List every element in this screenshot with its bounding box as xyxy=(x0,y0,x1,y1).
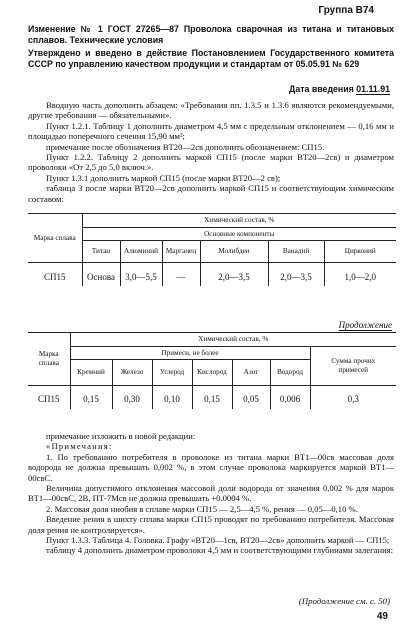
paragraph: Пункт 1.3.1 дополнить маркой СП15 (после марки ВТ20—2 св); xyxy=(46,172,281,183)
paragraph: таблицу 4 дополнить диаметром проволоки 4,5 мм и соответствующими глубинами залегания: xyxy=(46,545,394,556)
amendment-text-2 xyxy=(28,431,394,556)
table-cell: 0,15 xyxy=(70,385,112,409)
paragraph: Пункт 1.2.2. Таблицу 2 дополнить маркой СП15 (после марки ВТ20—2св) и диаметром проволоки «От 2,5 до 5,0 включ.». xyxy=(28,152,394,173)
document-title: Изменение № 1 ГОСТ 27265—87 Проволока сварочная из титана и титановых сплавов. Технические условия xyxy=(28,24,394,45)
column-header: Азот xyxy=(232,360,270,386)
column-header: Цирконий xyxy=(324,241,396,263)
paragraph: Величина допустимого отклонения массовой доли водорода от значения 0,002 % для марок ВТ1—00свС, 2В, ПТ-7Мсв не должна превышать +0.0004 %. xyxy=(28,483,394,504)
column-header: Водород xyxy=(270,360,310,386)
table-cell: 0,006 xyxy=(270,385,310,409)
column-header: Кислород xyxy=(192,360,232,386)
paragraph: таблица 3 после марки ВТ20—2св дополнить маркой СП15 и соответствующим химическим составом: xyxy=(28,183,394,204)
table-cell: 2,0—3,5 xyxy=(200,262,268,286)
column-header: Кремний xyxy=(70,360,112,386)
group-header-composition: Химический состав, % xyxy=(82,214,396,228)
column-header: Углерод xyxy=(152,360,192,386)
column-header-mark: Марка сплава xyxy=(28,333,70,386)
column-header: Титан xyxy=(82,241,120,263)
approval-statement: Утверждено и введено в действие Постановлением Государственного комитета СССР по управлению качеством продукции и стандартам от 05.05.91 № 629 xyxy=(28,48,394,69)
group-code: Группа В74 xyxy=(318,5,374,16)
notes-heading: «Примечания: xyxy=(46,441,113,452)
table-cell: 2,0—3,5 xyxy=(268,262,324,286)
table-cell-sum: 0,3 xyxy=(310,385,396,409)
paragraph: Пункт 1.3.3. Таблица 4. Головка. Графу «ВТ20—1св, ВТ20—2св» дополнить маркой — СП15; xyxy=(46,535,390,546)
column-header-sum: Сумма прочих примесей xyxy=(310,346,396,385)
group-header-composition: Химический состав, % xyxy=(70,333,396,347)
table-main-components xyxy=(28,213,396,286)
sub-header-main-components: Основные компоненты xyxy=(82,227,396,241)
effective-date-value: 01.11.91 xyxy=(356,84,390,94)
effective-date xyxy=(289,84,390,94)
cell-mark: СП15 xyxy=(43,271,66,282)
table-cell: 0,30 xyxy=(112,385,152,409)
column-header: Алюминий xyxy=(120,241,162,263)
paragraph: примечание изложить в новой редакции: xyxy=(46,431,196,441)
column-header: Ванадий xyxy=(268,241,324,263)
table-cell: — xyxy=(162,262,200,286)
paragraph: Введение рения в шихту сплава марки СП15 проводят по требованию потребителя. Массовая доля рения не контролируется». xyxy=(28,514,394,535)
paragraph: 2. Массовая доля ниобия в сплаве марки СП15 — 2,5—4,5 %, рения — 0,05—0,10 %. xyxy=(46,503,358,514)
amendment-text-1 xyxy=(28,100,394,204)
table-row xyxy=(28,262,396,286)
continued-note: (Продолжение см. с. 50) xyxy=(298,596,390,606)
paragraph: 1. По требованию потребителя в проволоке из титана марки ВТ1—00св массовая доля водорода не должна превышать 0,002 %, в этом случае проволока маркируется маркой ВТ1—00свС. xyxy=(28,451,394,483)
column-header-mark: Марка сплава xyxy=(28,214,82,263)
cell-mark: СП15 xyxy=(37,393,60,404)
table-cell: 3,0—5,5 xyxy=(120,262,162,286)
effective-date-label: Дата введения xyxy=(289,84,354,94)
column-header: Железо xyxy=(112,360,152,386)
paragraph: примечание после обозначения ВТ20—2св дополнить обозначением: СП15. xyxy=(46,141,325,152)
column-header: Марганец xyxy=(162,241,200,263)
table-cell: 0,15 xyxy=(192,385,232,409)
paragraph: Пункт 1.2.1. Таблицу 1 дополнить диаметром 4,5 мм с предельным отклонением — 0,16 мм и площадью поперечного сечения 15,90 мм²; xyxy=(28,120,394,142)
table-row xyxy=(28,385,396,409)
table-cell: 0,05 xyxy=(232,385,270,409)
paragraph: Вводную часть дополнить абзацем: «Требования пп. 1.3.5 и 1.3.6 являются рекомендуемыми, другие требования — обязательными». xyxy=(28,100,394,121)
continuation-label: Продолжение xyxy=(338,320,392,330)
table-cell: 1,0—2,0 xyxy=(324,262,396,286)
table-cell: 0,10 xyxy=(152,385,192,409)
page-number: 49 xyxy=(376,611,388,622)
table-cell: Основа xyxy=(82,262,120,286)
table-impurities xyxy=(28,332,396,409)
sub-header-impurities: Примеси, не более xyxy=(70,346,310,360)
column-header: Молибден xyxy=(200,241,268,263)
